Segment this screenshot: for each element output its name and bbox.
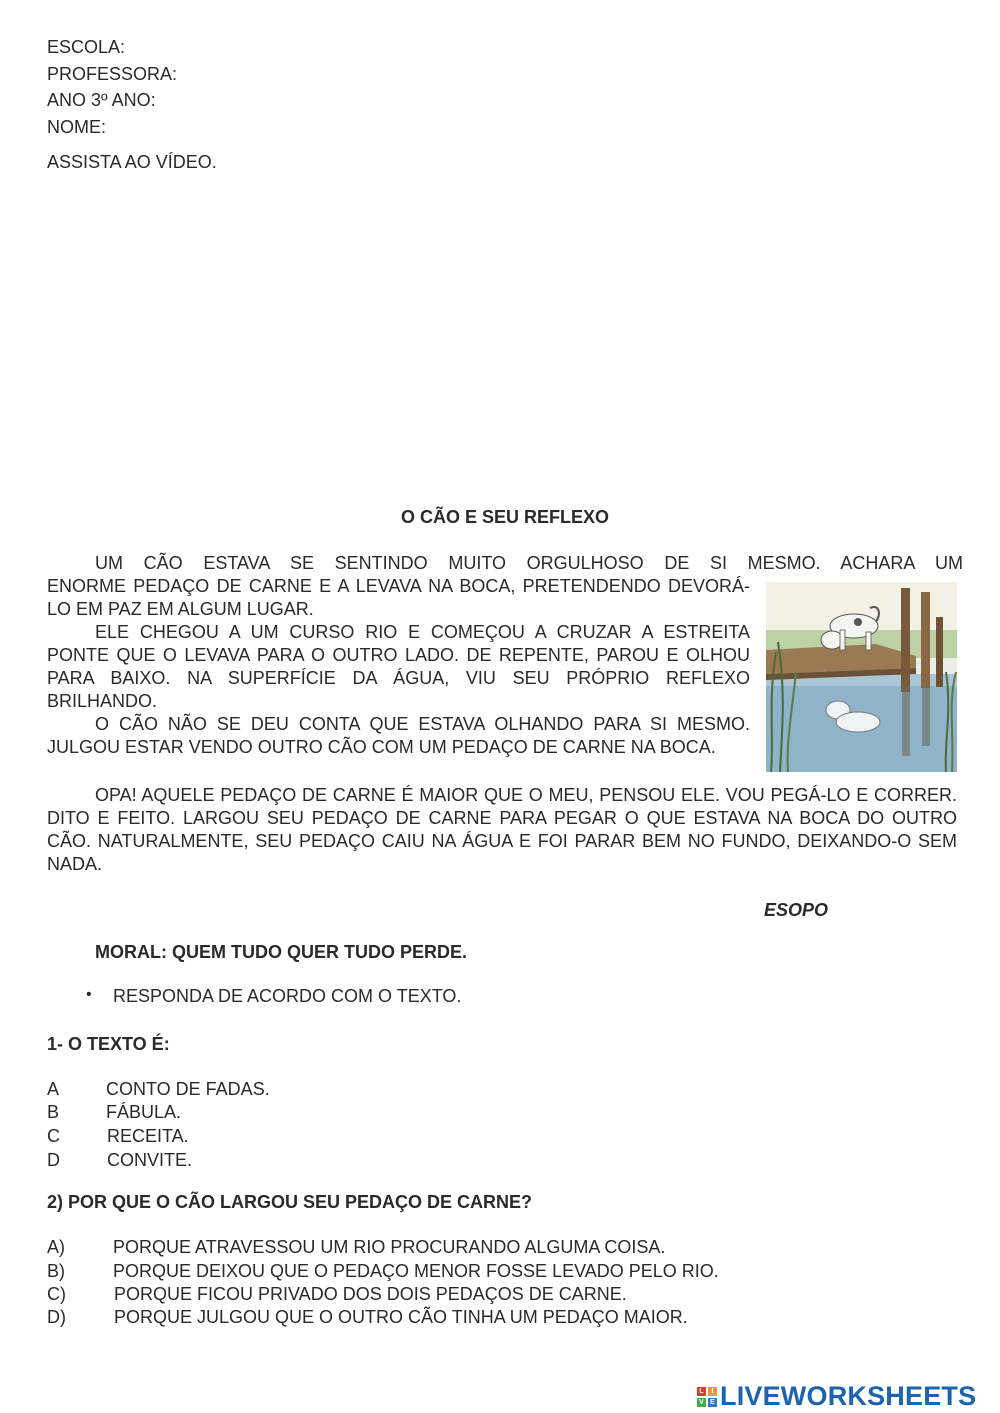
option-text: FÁBULA. — [106, 1102, 182, 1122]
school-label: ESCOLA: — [47, 37, 126, 57]
logo-badge: I — [708, 1387, 717, 1396]
bullet-icon: • — [86, 986, 92, 1003]
logo-badges — [697, 1387, 717, 1407]
option-letter: A — [47, 1079, 60, 1099]
option-letter: C — [47, 1126, 60, 1146]
name-label: NOME: — [47, 117, 107, 137]
story-paragraph-3: O CÃO NÃO SE DEU CONTA QUE ESTAVA OLHANDO PARA SI MESMO. JULGOU ESTAR VENDO OUTRO CÃO COM UM PEDAÇO DE CARNE NA BOCA. — [47, 714, 750, 757]
option-text: PORQUE ATRAVESSOU UM RIO PROCURANDO ALGUMA COISA. — [113, 1237, 666, 1257]
question-2-option-c[interactable] — [47, 1284, 627, 1305]
option-text: PORQUE FICOU PRIVADO DOS DOIS PEDAÇOS DE CARNE. — [114, 1284, 627, 1304]
question-2-prompt: 2) POR QUE O CÃO LARGOU SEU PEDAÇO DE CARNE? — [47, 1192, 533, 1212]
story-title: O CÃO E SEU REFLEXO — [400, 507, 610, 527]
option-text: CONTO DE FADAS. — [106, 1079, 270, 1099]
option-letter: D) — [47, 1307, 66, 1327]
question-2-option-a[interactable] — [47, 1237, 665, 1258]
option-letter: B — [47, 1102, 60, 1122]
option-letter: B) — [47, 1261, 65, 1281]
story-paragraph-2: ELE CHEGOU A UM CURSO RIO E COMEÇOU A CRUZAR A ESTREITA PONTE QUE O LEVAVA PARA O OUTRO LADO. DE REPENTE, PAROU E OLHOU PARA BAIXO. NA SUPERFÍCIE DA ÁGUA, VIU SEU PRÓPRIO REFLEXO BRILHANDO. — [47, 622, 750, 711]
liveworksheets-logo — [697, 1381, 976, 1412]
story-moral: MORAL: QUEM TUDO QUER TUDO PERDE. — [95, 942, 467, 962]
option-letter: C) — [47, 1284, 66, 1304]
teacher-label: PROFESSORA: — [47, 64, 178, 84]
question-1-prompt: 1- O TEXTO É: — [47, 1034, 170, 1054]
instruction-item — [82, 986, 461, 1007]
question-2-option-b[interactable] — [47, 1261, 719, 1282]
option-letter: A) — [47, 1237, 65, 1257]
instruction-text: ASSISTA AO VÍDEO. — [47, 152, 217, 172]
option-text: PORQUE DEIXOU QUE O PEDAÇO MENOR FOSSE LEVADO PELO RIO. — [113, 1261, 719, 1281]
logo-badge: L — [697, 1387, 706, 1396]
logo-badge: V — [697, 1398, 706, 1407]
logo-badge: E — [708, 1398, 717, 1407]
option-letter: D — [47, 1150, 60, 1170]
story-paragraph-1-rest: ENORME PEDAÇO DE CARNE E A LEVAVA NA BOCA, PRETENDENDO DEVORÁ-LO EM PAZ EM ALGUM LUGAR. — [47, 576, 750, 619]
option-text: CONVITE. — [107, 1150, 193, 1170]
question-1-option-b[interactable] — [47, 1102, 181, 1123]
story-column — [47, 575, 750, 759]
story-paragraph-1-line-1: UM CÃO ESTAVA SE SENTINDO MUITO ORGULHOSO DE SI MESMO. ACHARA UM — [95, 553, 963, 573]
option-text: RECEITA. — [107, 1126, 189, 1146]
question-2-option-d[interactable] — [47, 1307, 688, 1328]
option-text: PORQUE JULGOU QUE O OUTRO CÃO TINHA UM PEDAÇO MAIOR. — [114, 1307, 688, 1327]
question-1-option-c[interactable] — [47, 1126, 189, 1147]
logo-text: LIVEWORKSHEETS — [720, 1381, 977, 1411]
story-author: ESOPO — [764, 900, 829, 920]
instruction-item-text: RESPONDA DE ACORDO COM O TEXTO. — [113, 986, 462, 1006]
question-1-option-d[interactable] — [47, 1150, 192, 1171]
dog-on-bridge-illustration — [766, 582, 957, 772]
grade-label: ANO 3º ANO: — [47, 90, 156, 110]
story-paragraph-4: OPA! AQUELE PEDAÇO DE CARNE É MAIOR QUE O MEU, PENSOU ELE. VOU PEGÁ-LO E CORRER. DITO E FEITO. LARGOU SEU PEDAÇO DE CARNE PARA PEGAR O QUE ESTAVA NA BOCA DO OUTRO CÃO. NATURALMENTE, SEU PEDAÇO CAIU NA ÁGUA E FOI PARAR BEM NO FUNDO, DEIXANDO-O SEM NADA. — [47, 785, 957, 874]
question-1-option-a[interactable] — [47, 1079, 270, 1100]
